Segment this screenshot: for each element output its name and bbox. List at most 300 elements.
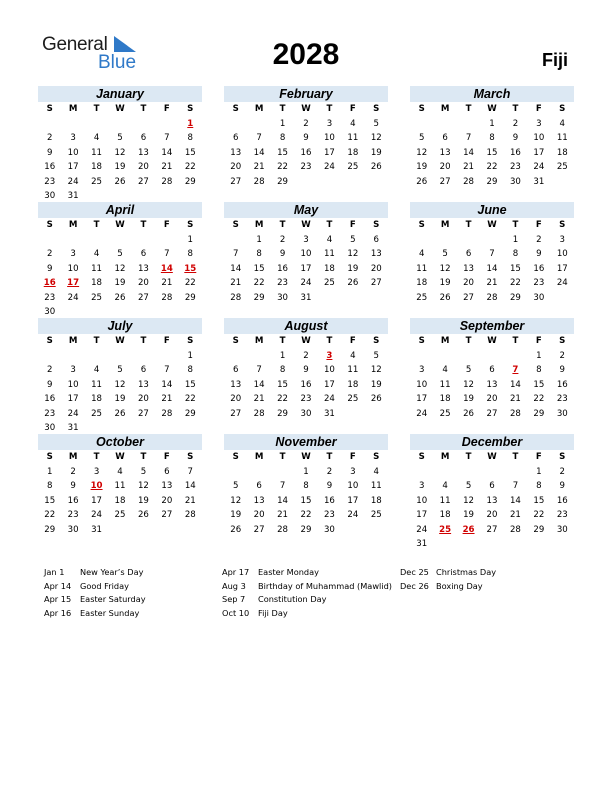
day-cell: 2 [512,118,519,129]
day-cell: 27 [486,408,498,419]
weekday-header: S [232,220,239,230]
holiday-name: Good Friday [80,580,129,591]
holiday-date: Dec 26 [400,580,429,591]
day-cell: 13 [253,495,265,506]
day-cell: 15 [253,263,265,274]
weekday-header: T [140,336,147,346]
empty-cell [132,349,155,364]
day-cell: 20 [230,162,242,172]
weekday-header: F [349,336,356,346]
holiday-entry [44,581,214,595]
day-cell: 26 [347,278,359,288]
day-cell: 16 [300,379,312,390]
day-cell: 16 [509,147,521,158]
weekday-header: F [349,452,356,462]
day-cell: 10 [323,133,335,143]
day-cell: 21 [253,162,265,172]
holiday-entry [222,581,392,595]
empty-cell [108,117,131,132]
weekday-header: W [301,336,311,346]
weekday-header: S [373,452,380,462]
month-october [38,434,202,537]
day-cell: 11 [91,147,103,158]
day-cell: 4 [93,365,100,375]
day-cell: 21 [509,510,521,520]
day-cell: 6 [232,365,239,375]
empty-cell [480,349,503,364]
day-cell: 4 [373,466,380,477]
day-cell: 2 [326,466,333,477]
holiday-date: Apr 14 [44,580,72,591]
month-april [38,202,202,320]
day-cell: 20 [161,495,173,506]
day-cell: 20 [486,510,498,520]
day-cell: 12 [370,133,382,143]
day-cell: 26 [416,176,428,187]
weekday-header: T [279,452,286,462]
day-cell: 23 [556,394,568,404]
day-cell: 3 [536,118,542,129]
day-cell: 27 [463,292,475,303]
day-cell: 26 [370,394,382,404]
day-cell: 6 [140,365,147,375]
day-cell: 5 [373,118,380,129]
holiday-column [400,567,570,594]
holiday-name: Boxing Day [436,580,483,591]
day-cell: 23 [323,510,335,520]
day-cell: 26 [439,292,451,303]
month-title: April [38,202,202,218]
day-cell: 6 [489,481,495,491]
month-grid [38,218,202,320]
day-cell: 9 [303,133,309,143]
day-cell: 29 [486,176,498,187]
month-title: January [38,86,202,102]
day-cell: 6 [442,133,448,143]
day-cell: 31 [533,176,545,187]
day-cell: 27 [161,510,173,520]
month-february [224,86,388,189]
day-cell: 14 [463,147,475,158]
holiday-entry [222,594,392,608]
day-cell: 17 [533,147,545,158]
day-cell: 29 [533,524,545,535]
day-cell: 31 [416,539,428,549]
day-cell: 28 [161,292,173,303]
day-cell: 8 [187,365,194,375]
day-cell: 19 [416,162,428,172]
day-cell: 14 [161,147,173,158]
day-cell: 22 [509,278,521,288]
day-cell: 15 [44,495,56,506]
empty-cell [224,349,247,364]
day-cell: 3 [70,365,76,375]
day-cell: 26 [370,162,382,172]
day-cell: 15 [533,495,545,506]
day-cell: 10 [323,365,335,375]
empty-cell [433,233,456,248]
day-cell: 8 [489,133,495,143]
day-cell: 28 [230,292,242,303]
month-title: July [38,318,202,334]
holiday-date: Apr 16 [44,607,72,618]
day-cell: 23 [556,510,568,520]
empty-cell [224,233,247,248]
day-cell: 19 [370,147,382,158]
holiday-name: Christmas Day [436,567,497,577]
weekday-header: T [465,220,472,230]
day-cell: 7 [465,133,472,143]
day-cell: 7 [279,481,286,491]
day-cell: 24 [533,162,545,172]
empty-cell [38,117,61,132]
day-cell: 14 [253,147,265,158]
day-cell: 15 [300,495,312,506]
day-cell: 5 [232,481,239,491]
day-cell: 22 [184,394,196,404]
empty-cell [457,233,480,248]
empty-cell [457,349,480,364]
month-december [410,434,574,552]
empty-cell [132,117,155,132]
empty-cell [155,233,178,248]
day-cell: 19 [230,510,242,520]
day-cell: 30 [509,176,521,187]
day-cell: 18 [556,147,568,158]
day-cell: 3 [559,234,566,245]
day-cell: 24 [323,394,335,404]
weekday-header: W [487,336,497,346]
day-cell: 5 [117,365,123,375]
holiday-day-cell: 26 [462,524,475,535]
empty-cell [224,465,247,480]
month-grid [224,334,388,421]
day-cell: 1 [256,234,262,245]
day-cell: 24 [300,278,312,288]
day-cell: 14 [509,495,521,506]
day-cell: 30 [323,524,335,535]
day-cell: 23 [44,292,56,303]
day-cell: 6 [164,466,170,477]
day-cell: 8 [256,249,262,259]
day-cell: 22 [277,162,289,172]
day-cell: 21 [184,495,196,506]
day-cell: 3 [303,234,309,245]
day-cell: 8 [279,133,286,143]
day-cell: 2 [70,466,76,477]
day-cell: 1 [489,118,495,129]
day-cell: 21 [277,510,289,520]
day-cell: 8 [187,249,194,259]
empty-cell [155,117,178,132]
day-cell: 20 [370,263,382,274]
day-cell: 22 [277,394,289,404]
day-cell: 24 [91,510,103,520]
weekday-header: T [140,104,147,114]
weekday-header: S [559,104,566,114]
weekday-header: T [465,452,472,462]
day-cell: 30 [556,408,568,419]
weekday-header: T [140,220,147,230]
day-cell: 11 [114,481,126,491]
month-grid [38,450,202,537]
month-title: March [410,86,574,102]
day-cell: 16 [44,162,56,172]
day-cell: 3 [418,481,425,491]
day-cell: 15 [277,147,289,158]
empty-cell [247,349,270,364]
day-cell: 19 [114,162,126,172]
empty-cell [61,233,84,248]
empty-cell [410,349,433,364]
day-cell: 28 [253,408,265,419]
day-cell: 16 [323,495,335,506]
day-cell: 10 [416,495,428,506]
day-cell: 15 [533,379,545,390]
day-cell: 27 [137,292,149,303]
weekday-header: S [46,104,53,114]
weekday-header: F [349,220,356,230]
day-cell: 24 [416,408,428,419]
holiday-name: Fiji Day [258,607,288,618]
day-cell: 19 [114,278,126,288]
day-cell: 11 [439,495,451,506]
holiday-date: Oct 10 [222,607,250,618]
day-cell: 7 [164,249,170,259]
day-cell: 24 [323,162,335,172]
day-cell: 4 [442,481,448,491]
day-cell: 26 [230,524,242,535]
day-cell: 4 [350,118,356,129]
day-cell: 12 [114,379,126,390]
day-cell: 12 [416,147,428,158]
day-cell: 26 [137,510,149,520]
day-cell: 2 [46,365,53,375]
day-cell: 21 [230,278,242,288]
day-cell: 9 [559,481,566,491]
holiday-entry [400,567,570,581]
day-cell: 7 [489,249,495,259]
day-cell: 27 [486,524,498,535]
weekday-header: S [187,452,194,462]
day-cell: 13 [370,249,382,259]
day-cell: 17 [347,495,359,506]
weekday-header: W [301,452,311,462]
day-cell: 12 [439,263,451,274]
weekday-header: T [465,336,472,346]
day-cell: 26 [114,408,126,419]
day-cell: 2 [536,234,542,245]
day-cell: 6 [373,234,380,245]
day-cell: 14 [161,379,173,390]
weekday-header: S [373,104,380,114]
day-cell: 29 [184,292,196,303]
month-july [38,318,202,436]
day-cell: 5 [117,133,123,143]
day-cell: 27 [137,408,149,419]
holiday-day-cell: 1 [187,118,194,129]
weekday-header: T [326,336,333,346]
day-cell: 24 [67,408,79,419]
day-cell: 16 [300,147,312,158]
day-cell: 30 [44,191,56,201]
day-cell: 16 [67,495,79,506]
empty-cell [155,349,178,364]
day-cell: 15 [184,147,196,158]
day-cell: 1 [187,234,194,245]
calendar-year: 2028 [272,38,340,71]
day-cell: 23 [300,162,312,172]
day-cell: 1 [46,466,53,477]
day-cell: 29 [44,524,56,535]
day-cell: 28 [463,176,475,187]
day-cell: 11 [91,379,103,390]
empty-cell [132,233,155,248]
weekday-header: T [512,336,519,346]
day-cell: 31 [91,524,103,535]
day-cell: 9 [559,365,566,375]
day-cell: 28 [277,524,289,535]
day-cell: 26 [114,176,126,187]
day-cell: 15 [184,379,196,390]
day-cell: 25 [347,162,359,172]
weekday-header: S [46,336,53,346]
month-grid [410,450,574,552]
day-cell: 7 [164,365,170,375]
empty-cell [38,233,61,248]
empty-cell [85,117,108,132]
day-cell: 13 [463,263,475,274]
month-january [38,86,202,204]
empty-cell [410,233,433,248]
day-cell: 11 [347,133,359,143]
day-cell: 18 [91,162,103,172]
day-cell: 2 [303,118,309,129]
day-cell: 20 [137,162,149,172]
day-cell: 24 [556,278,568,288]
weekday-header: T [326,452,333,462]
weekday-header: F [163,104,170,114]
empty-cell [410,117,433,132]
day-cell: 14 [230,263,242,274]
day-cell: 14 [253,379,265,390]
day-cell: 29 [509,292,521,303]
day-cell: 19 [137,495,149,506]
day-cell: 3 [93,466,100,477]
month-grid [38,102,202,204]
holiday-name: Easter Monday [258,567,319,577]
empty-cell [108,233,131,248]
day-cell: 21 [161,162,173,172]
day-cell: 25 [91,292,103,303]
weekday-header: M [440,220,450,230]
day-cell: 25 [114,510,126,520]
month-august [224,318,388,421]
weekday-header: T [326,220,333,230]
day-cell: 28 [161,176,173,187]
day-cell: 29 [184,408,196,419]
day-cell: 7 [256,365,262,375]
day-cell: 6 [140,249,147,259]
day-cell: 12 [463,379,475,390]
weekday-header: M [254,336,264,346]
weekday-header: T [326,104,333,114]
month-title: November [224,434,388,450]
day-cell: 19 [370,379,382,390]
holiday-column [44,567,214,621]
weekday-header: T [512,220,519,230]
day-cell: 7 [232,249,239,259]
holiday-date: Sep 7 [222,594,246,605]
weekday-header: S [559,452,566,462]
weekday-header: S [232,336,239,346]
day-cell: 30 [44,423,56,433]
day-cell: 19 [463,510,475,520]
day-cell: 14 [184,481,196,491]
day-cell: 4 [442,365,448,375]
day-cell: 23 [300,394,312,404]
day-cell: 12 [230,495,242,506]
weekday-header: T [512,104,519,114]
weekday-header: W [487,220,497,230]
holiday-day-cell: 10 [90,481,103,491]
holiday-date: Apr 15 [44,594,72,605]
month-june [410,202,574,305]
day-cell: 20 [137,278,149,288]
day-cell: 19 [463,394,475,404]
day-cell: 22 [253,278,265,288]
day-cell: 20 [463,278,475,288]
day-cell: 9 [536,249,542,259]
day-cell: 23 [509,162,521,172]
day-cell: 11 [323,249,335,259]
day-cell: 21 [463,162,475,172]
weekday-header: S [232,452,239,462]
empty-cell [504,349,527,364]
month-title: February [224,86,388,102]
weekday-header: S [46,220,53,230]
day-cell: 18 [91,394,103,404]
day-cell: 8 [303,481,309,491]
day-cell: 6 [232,133,239,143]
empty-cell [457,465,480,480]
weekday-header: T [279,336,286,346]
day-cell: 29 [300,524,312,535]
day-cell: 27 [137,176,149,187]
day-cell: 29 [277,176,289,187]
weekday-header: F [535,220,542,230]
weekday-header: T [279,104,286,114]
weekday-header: W [115,336,125,346]
day-cell: 28 [509,408,521,419]
day-cell: 22 [44,510,56,520]
day-cell: 18 [91,278,103,288]
month-november [224,434,388,537]
day-cell: 26 [463,408,475,419]
day-cell: 11 [91,263,103,274]
empty-cell [85,233,108,248]
day-cell: 27 [370,278,382,288]
day-cell: 22 [533,510,545,520]
day-cell: 6 [465,249,472,259]
day-cell: 21 [161,278,173,288]
day-cell: 20 [230,394,242,404]
weekday-header: W [301,220,311,230]
empty-cell [247,465,270,480]
holiday-entry [44,594,214,608]
holiday-day-cell: 16 [43,278,56,288]
day-cell: 16 [556,495,568,506]
